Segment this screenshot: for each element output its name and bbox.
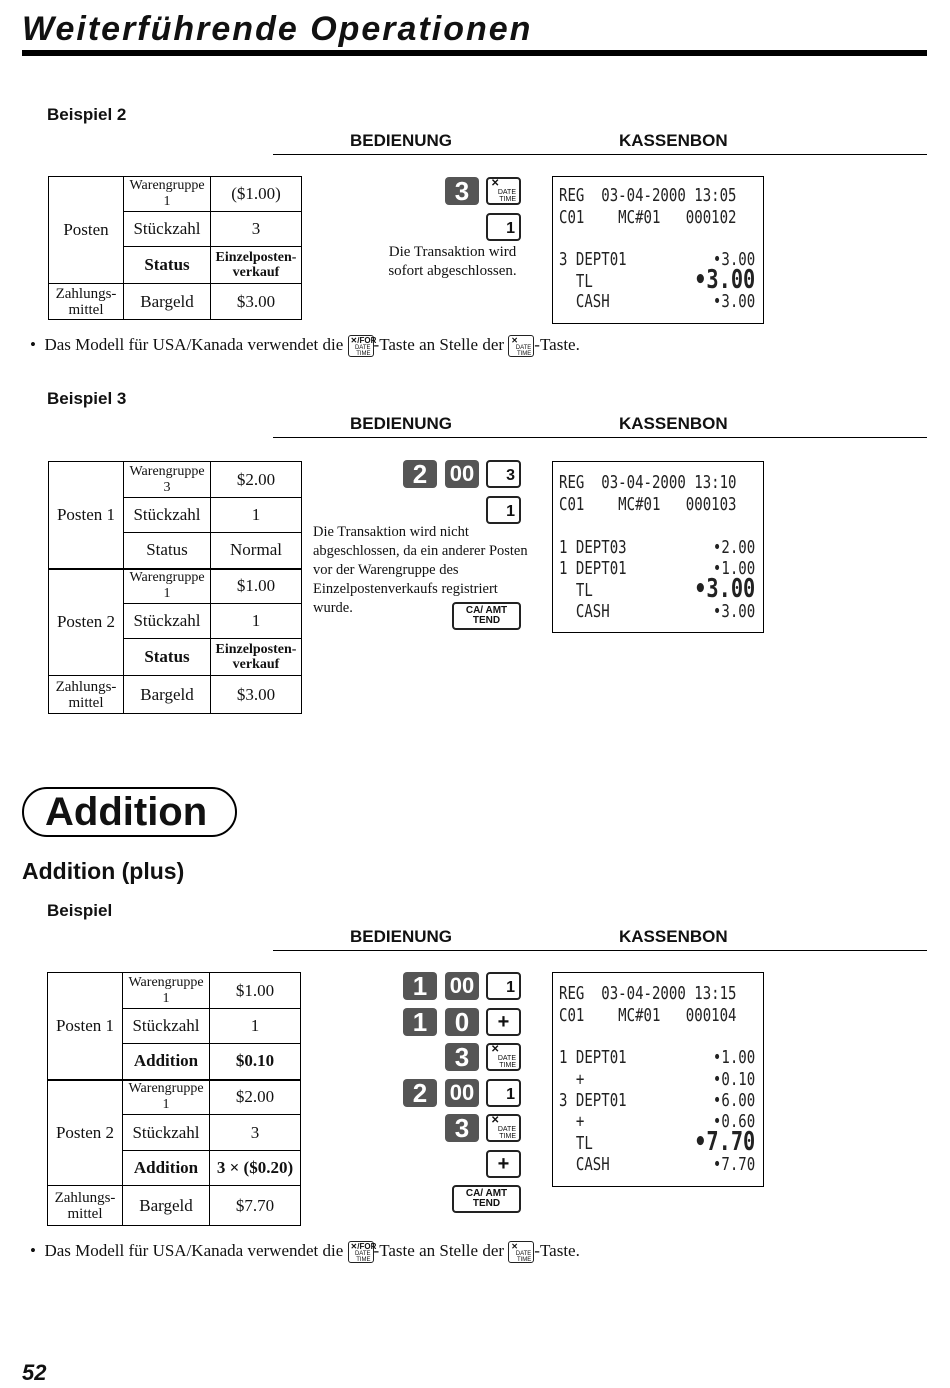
department-key-1[interactable] (486, 972, 521, 1000)
receipt-value: •1.00 (712, 1047, 755, 1068)
addition-table (47, 972, 301, 1226)
numeric-key-0[interactable]: 0 (445, 1008, 479, 1036)
x-symbol: ✕ (491, 178, 500, 189)
subsection-title: Addition (plus) (22, 858, 185, 884)
payment-method: Bargeld (123, 1186, 210, 1226)
dept-value: $2.00 (211, 462, 302, 498)
footnote-text: -Taste an Stelle der (373, 335, 505, 354)
receipt-line: 3 DEPT01 (559, 249, 627, 270)
status-label: Status (124, 533, 211, 569)
receipt-value: •3.00 (712, 249, 755, 270)
receipt-line: 1 DEPT01 (559, 558, 627, 579)
receipt-line: CASH (559, 601, 610, 622)
plus-key[interactable] (486, 1008, 521, 1036)
receipt-value: •3.00 (712, 601, 755, 622)
payment-amount: $7.70 (210, 1186, 301, 1226)
department-key-1[interactable] (486, 496, 521, 524)
x-symbol: ✕ (491, 1115, 500, 1126)
payment-amount: $3.00 (211, 676, 302, 714)
qty-value: 1 (211, 498, 302, 533)
footnote-text: -Taste. (534, 335, 580, 354)
dept-value: $2.00 (210, 1080, 301, 1115)
numeric-key-3[interactable]: 3 (445, 1043, 479, 1071)
example-3-table (48, 461, 302, 714)
key-icon-bottom: DATE TIME (515, 1251, 532, 1264)
dept-value: $1.00 (210, 973, 301, 1009)
receipt-value: •6.00 (712, 1090, 755, 1111)
department-key-1[interactable] (486, 1079, 521, 1107)
date-time-label: DATE TIME (497, 1126, 516, 1140)
receipt-example-2 (552, 176, 764, 324)
receipt-header: KASSENBON (619, 414, 728, 433)
receipt-line: + (559, 1111, 585, 1132)
department-key-label: 1 (506, 1086, 515, 1103)
key-icon-bottom: DATE TIME (354, 345, 371, 358)
numeric-key-2[interactable]: 2 (403, 460, 437, 488)
numeric-key-00[interactable]: 00 (445, 972, 479, 1000)
numeric-key-2[interactable]: 2 (403, 1079, 437, 1107)
key-icon-top: ✕/FOR (350, 336, 377, 346)
footnote-example-2 (30, 335, 580, 357)
qty-value: 1 (211, 604, 302, 639)
header-rule (273, 154, 927, 155)
receipt-addition (552, 972, 764, 1187)
dept-label: Warengruppe 1 (123, 1080, 210, 1115)
dept-value: $1.00 (211, 569, 302, 604)
x-for-date-time-key-icon (348, 1241, 377, 1264)
operation-header: BEDIENUNG (350, 927, 453, 946)
page-number: 52 (22, 1360, 47, 1385)
receipt-line: 1 DEPT03 (559, 537, 627, 558)
bullet: • (30, 335, 45, 354)
addition-value: $0.10 (210, 1044, 301, 1080)
key-icon-top: ✕ (511, 1242, 518, 1252)
receipt-line: TL (559, 271, 593, 292)
receipt-line: 1 DEPT01 (559, 1047, 627, 1068)
receipt-line: CASH (559, 291, 610, 312)
addition-label: Addition (123, 1044, 210, 1080)
dept-label: Warengruppe 1 (124, 177, 211, 212)
receipt-line: 3 DEPT01 (559, 1090, 627, 1111)
addition-value: 3 × ($0.20) (210, 1151, 301, 1186)
status-value: Einzelposten-verkauf (211, 639, 302, 676)
department-key-label: 1 (506, 220, 515, 237)
payment-amount: $3.00 (211, 284, 302, 320)
date-time-label: DATE TIME (497, 189, 516, 203)
ca-amt-tend-key[interactable] (452, 602, 521, 630)
numeric-key-00[interactable]: 00 (445, 1079, 479, 1107)
footnote-text: Das Modell für USA/Kanada verwendet die (44, 335, 344, 354)
receipt-line: TL (559, 1133, 593, 1154)
payment-label: Zahlungs-mittel (49, 284, 124, 320)
x-symbol: ✕ (491, 1044, 500, 1055)
receipt-total: •3.00 (693, 265, 755, 295)
receipt-line: REG 03-04-2000 13:15 (559, 983, 737, 1004)
x-for-date-time-key-icon (348, 335, 377, 358)
qty-value: 3 (210, 1115, 301, 1151)
receipt-example-3 (552, 461, 764, 633)
posten-1-cell: Posten 1 (48, 973, 123, 1080)
receipt-value: •7.70 (712, 1154, 755, 1175)
status-value: Normal (211, 533, 302, 569)
status-label: Status (124, 639, 211, 676)
key-icon-top: ✕/FOR (350, 1242, 377, 1252)
payment-label: Zahlungs-mittel (49, 676, 124, 714)
status-value: Einzelposten-verkauf (211, 247, 302, 284)
receipt-line: REG 03-04-2000 13:10 (559, 472, 737, 493)
payment-method: Bargeld (124, 284, 211, 320)
receipt-line: CASH (559, 1154, 610, 1175)
numeric-key-1[interactable]: 1 (403, 1008, 437, 1036)
receipt-header: KASSENBON (619, 927, 728, 946)
payment-label: Zahlungs-mittel (48, 1186, 123, 1226)
dept-label: Warengruppe 1 (124, 569, 211, 604)
x-date-time-key[interactable] (486, 177, 521, 205)
title-rule (22, 50, 927, 56)
addition-label: Addition (123, 1151, 210, 1186)
department-key-1[interactable] (486, 213, 521, 241)
posten-2-cell: Posten 2 (49, 569, 124, 676)
posten-cell: Posten (49, 177, 124, 284)
operation-note: Die Transaktion wird nicht abgeschlossen, da ein anderer Posten vor der Warengruppe des Einzelpostenverkaufs registriert wurde. (313, 524, 528, 616)
receipt-value: •1.00 (712, 558, 755, 579)
page-title: Weiterführende Operationen (22, 10, 533, 48)
qty-value: 3 (211, 212, 302, 247)
receipt-line: C01 MC#01 000104 (559, 1005, 737, 1026)
qty-value: 1 (210, 1009, 301, 1044)
ca-amt-label: CA/ AMT (465, 1188, 508, 1199)
receipt-header: KASSENBON (619, 131, 728, 150)
section-title: Addition (45, 790, 208, 834)
date-time-label: DATE TIME (497, 1055, 516, 1069)
tend-label: TEND (472, 1198, 501, 1209)
department-key-label: 3 (506, 467, 515, 484)
qty-label: Stückzahl (123, 1009, 210, 1044)
example-2-table (48, 176, 302, 320)
ca-amt-label: CA/ AMT (465, 605, 508, 616)
receipt-value: •0.60 (712, 1111, 755, 1132)
receipt-value: •3.00 (712, 291, 755, 312)
dept-label: Warengruppe 3 (124, 462, 211, 498)
operation-header: BEDIENUNG (350, 131, 453, 150)
qty-label: Stückzahl (124, 604, 211, 639)
department-key-label: 1 (506, 979, 515, 996)
footnote-text: -Taste an Stelle der (373, 1241, 505, 1260)
example-3-label: Beispiel 3 (47, 389, 127, 408)
receipt-total: •7.70 (693, 1127, 755, 1157)
receipt-value: •0.10 (712, 1069, 755, 1090)
status-label: Status (124, 247, 211, 284)
x-date-time-key[interactable] (486, 1114, 521, 1142)
department-key-3[interactable] (486, 460, 521, 488)
example-2-label: Beispiel 2 (47, 105, 127, 124)
header-rule (273, 950, 927, 951)
bullet: • (30, 1241, 45, 1260)
receipt-line: C01 MC#01 000102 (559, 207, 737, 228)
plus-icon: + (497, 1010, 510, 1033)
footnote-text: Das Modell für USA/Kanada verwendet die (44, 1241, 344, 1260)
footnote-addition (30, 1241, 580, 1263)
key-icon-bottom: DATE TIME (354, 1251, 371, 1264)
receipt-line: TL (559, 580, 593, 601)
operation-header: BEDIENUNG (350, 414, 453, 433)
receipt-total: •3.00 (693, 574, 755, 604)
payment-method: Bargeld (124, 676, 211, 714)
qty-label: Stückzahl (123, 1115, 210, 1151)
numeric-key-3[interactable]: 3 (445, 1114, 479, 1142)
x-date-time-key-icon (508, 335, 534, 357)
numeric-key-1[interactable]: 1 (403, 972, 437, 1000)
posten-2-cell: Posten 2 (48, 1080, 123, 1186)
header-rule (273, 437, 927, 438)
tend-label: TEND (472, 615, 501, 626)
plus-icon: + (497, 1152, 510, 1175)
key-icon-top: ✕ (511, 336, 518, 346)
key-icon-bottom: DATE TIME (515, 345, 532, 358)
x-date-time-key[interactable] (486, 1043, 521, 1071)
qty-label: Stückzahl (124, 212, 211, 247)
footnote-text: -Taste. (534, 1241, 580, 1260)
plus-key[interactable] (486, 1150, 521, 1178)
receipt-line: REG 03-04-2000 13:05 (559, 185, 737, 206)
qty-label: Stückzahl (124, 498, 211, 533)
example-label: Beispiel (47, 901, 113, 920)
dept-value: ($1.00) (211, 177, 302, 212)
department-key-label: 1 (506, 503, 515, 520)
numeric-key-00[interactable]: 00 (445, 460, 479, 488)
receipt-line: + (559, 1069, 585, 1090)
numeric-key-3[interactable]: 3 (445, 177, 479, 205)
receipt-line: C01 MC#01 000103 (559, 494, 737, 515)
dept-label: Warengruppe 1 (123, 973, 210, 1009)
posten-1-cell: Posten 1 (49, 462, 124, 569)
operation-note: Die Transaktion wird sofort abgeschlossen. (388, 244, 517, 279)
x-date-time-key-icon (508, 1241, 534, 1263)
receipt-value: •2.00 (712, 537, 755, 558)
ca-amt-tend-key[interactable] (452, 1185, 521, 1213)
